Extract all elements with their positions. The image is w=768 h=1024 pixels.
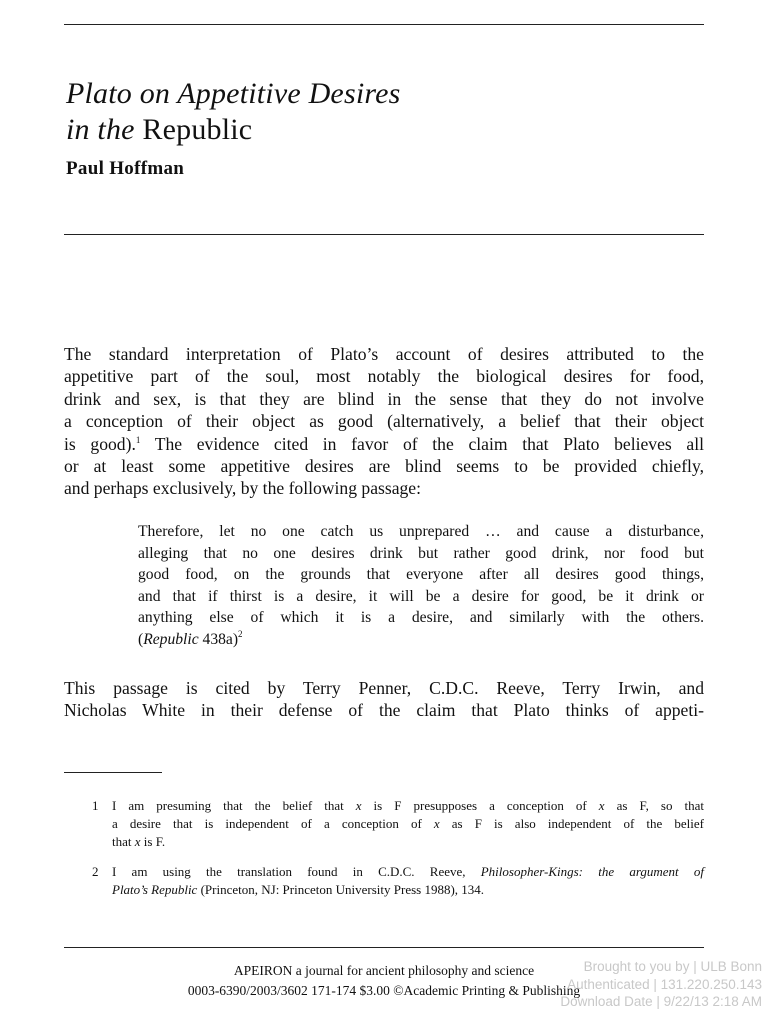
footnote-text: I am presuming that the belief that bbox=[112, 798, 356, 813]
paragraph-line bbox=[64, 433, 704, 455]
footnote-line bbox=[112, 797, 704, 815]
paragraph-line: appetitive part of the soul, most notably the biological desires for food, bbox=[64, 366, 704, 387]
title-line-1: Plato on Appetitive Desires bbox=[66, 77, 401, 110]
top-rule bbox=[64, 24, 704, 25]
quote-line: and that if thirst is a desire, it will be a desire for good, be it drink or bbox=[138, 587, 704, 605]
footnote-text: (Princeton, NJ: Princeton University Press 1988), 134. bbox=[197, 882, 485, 897]
footnote-text: I am using the translation found in C.D.C. Reeve, bbox=[112, 864, 481, 879]
footnote-text: that bbox=[112, 834, 135, 849]
quote-line: good food, on the grounds that everyone after all desires good things, bbox=[138, 566, 704, 584]
journal-name: APEIRON a journal for ancient philosophy and science bbox=[233, 963, 535, 978]
title-italic-part: in the bbox=[66, 113, 135, 146]
footnote-variable: x bbox=[598, 798, 605, 813]
footnote-body bbox=[112, 863, 704, 899]
title-roman-part: Republic bbox=[142, 113, 253, 146]
header-bottom-rule bbox=[64, 234, 704, 235]
quote-line: Therefore, let no one catch us unprepared … and cause a disturbance, bbox=[138, 523, 704, 540]
footnote-book-title: Philosopher-Kings: the argument of bbox=[480, 864, 704, 879]
body-paragraph-1 bbox=[64, 343, 704, 500]
paragraph-line-prefix: is good). bbox=[64, 433, 136, 454]
footer-rule bbox=[64, 947, 704, 948]
quote-line: anything else of which it is a desire, and similarly with the others. bbox=[138, 609, 704, 627]
footnote-body bbox=[112, 797, 704, 851]
citation-ref: 438a) bbox=[198, 630, 239, 648]
paragraph-line-rest: The evidence cited in favor of the claim that Plato believes all bbox=[154, 433, 704, 454]
article-title bbox=[66, 76, 686, 148]
footnote-line bbox=[112, 815, 704, 833]
footnote-book-title: Plato’s Republic bbox=[112, 882, 198, 897]
paragraph-line: a conception of their object as good (alternatively, a belief that their object bbox=[64, 411, 704, 432]
footnote-2 bbox=[92, 863, 704, 899]
footnote-separator bbox=[64, 772, 162, 773]
citation-open: ( bbox=[138, 630, 144, 648]
quote-citation bbox=[138, 629, 704, 651]
footnote-text: a desire that is independent of a conception of bbox=[112, 816, 434, 831]
watermark-line: Download Date | 9/22/13 2:18 AM bbox=[560, 994, 762, 1009]
footnote-line bbox=[112, 833, 704, 851]
citation-work: Republic bbox=[143, 630, 199, 648]
footnote-marker-2[interactable]: 2 bbox=[238, 628, 243, 639]
title-line-2 bbox=[66, 112, 686, 148]
paragraph-line: drink and sex, is that they are blind in the sense that they do not involve bbox=[64, 388, 704, 409]
body-paragraph-2 bbox=[64, 677, 704, 722]
author-name: Paul Hoffman bbox=[66, 158, 185, 179]
paragraph-line: and perhaps exclusively, by the following passage: bbox=[64, 478, 421, 499]
footnote-1 bbox=[92, 797, 704, 851]
footnote-number: 2 bbox=[92, 864, 99, 879]
footnote-text: as F, so that bbox=[604, 798, 704, 813]
block-quote bbox=[138, 521, 704, 651]
quote-line: alleging that no one desires drink but rather good drink, nor food but bbox=[138, 544, 704, 562]
footnote-number: 1 bbox=[92, 798, 99, 813]
journal-issn-line: 0003-6390/2003/3602 171-174 $3.00 ©Academic Printing & Publishing bbox=[187, 983, 581, 998]
footnote-text: is F presupposes a conception of bbox=[361, 798, 599, 813]
watermark-line: Authenticated | 131.220.250.143 bbox=[567, 976, 762, 992]
paragraph-line: The standard interpretation of Plato’s account of desires attributed to the bbox=[64, 344, 704, 364]
footnote-line bbox=[112, 863, 704, 881]
footnote-text: is F. bbox=[140, 834, 166, 849]
footnote-text: as F is also independent of the belief bbox=[439, 816, 704, 831]
footnote-line bbox=[112, 881, 704, 899]
paragraph-line: or at least some appetitive desires are blind seems to be provided chiefly, bbox=[64, 456, 704, 477]
footnote-variable: x bbox=[433, 816, 440, 831]
paragraph-line: Nicholas White in their defense of the claim that Plato thinks of appeti- bbox=[64, 700, 704, 721]
watermark-line: Brought to you by | ULB Bonn bbox=[583, 959, 762, 974]
paragraph-line: This passage is cited by Terry Penner, C.D.C. Reeve, Terry Irwin, and bbox=[64, 678, 704, 698]
footnote-variable: x bbox=[134, 834, 141, 849]
footnote-marker-1[interactable]: 1 bbox=[135, 434, 141, 445]
footnote-variable: x bbox=[355, 798, 362, 813]
